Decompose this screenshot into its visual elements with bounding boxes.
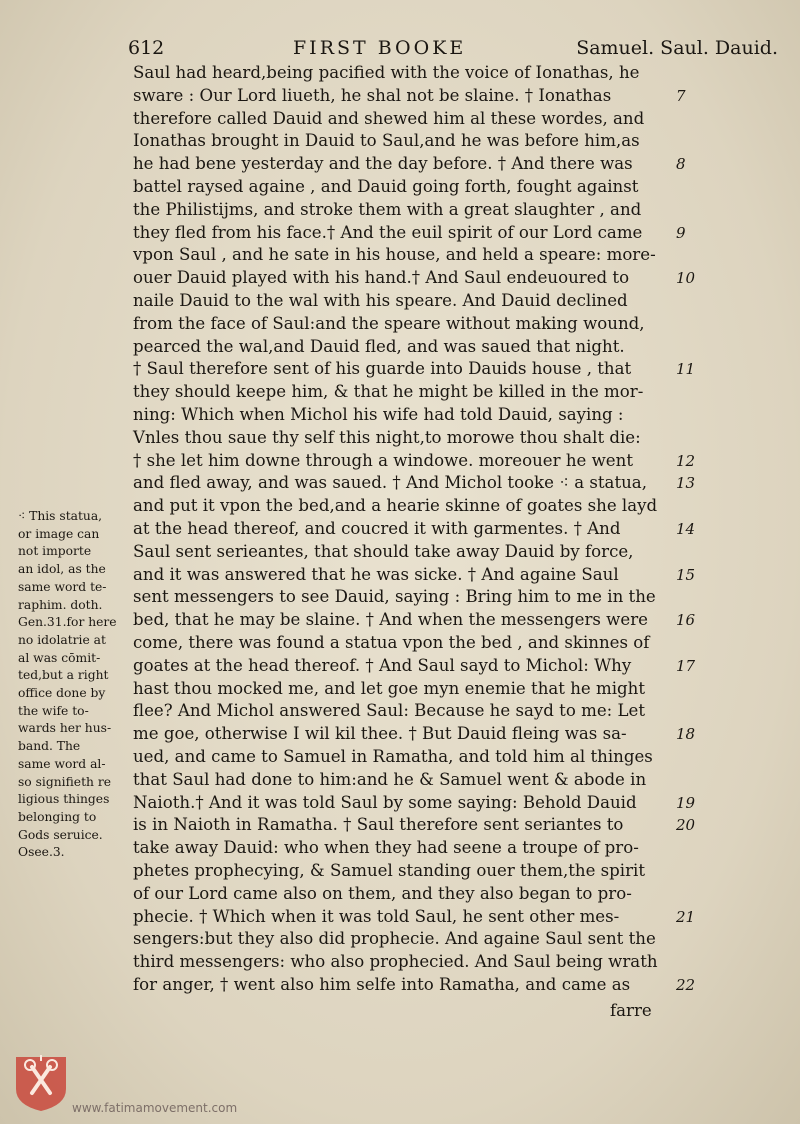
verse-number: 9 (676, 223, 686, 242)
body-line: he had bene yesterday and the day before. † And there was (133, 154, 633, 174)
margin-note-line: belonging to (18, 809, 97, 824)
verse-number: 22 (676, 976, 696, 994)
body-line: they should keepe him, & that he might be killed in the mor- (133, 382, 644, 402)
margin-note-line: office done by (18, 686, 106, 701)
margin-note-line: or image can (18, 526, 100, 541)
body-line: goates at the head thereof. † And Saul sayd to Michol: Why (133, 655, 632, 675)
body-line: vpon Saul , and he sate in his house, and held a speare: more- (133, 245, 656, 265)
body-line: the Philistijms, and stroke them with a great slaughter , and (133, 199, 642, 219)
verse-number: 18 (676, 725, 696, 744)
body-line: sware : Our Lord liueth, he shal not be slaine. † Ionathas (133, 85, 612, 105)
body-line: sengers:but they also did prophecie. And againe Saul sent the (133, 929, 656, 949)
margin-note-line: an idol, as the (18, 562, 106, 577)
verse-number: 19 (676, 793, 696, 812)
margin-note (18, 508, 130, 862)
verse-number: 17 (676, 656, 696, 675)
margin-note-line: wards her hus- (18, 721, 112, 736)
body-line: that Saul had done to him:and he & Samuel went & abode in (133, 769, 647, 789)
body-line: and fled away, and was saued. † And Michol tooke ⁖ a statua, (133, 473, 647, 493)
papal-seal-icon (12, 1053, 70, 1113)
margin-note-line: Gods seruice. (18, 827, 103, 842)
verse-number: 12 (676, 451, 696, 470)
margin-note-line: ted,but a right (18, 668, 109, 683)
body-line: hast thou mocked me, and let goe myn enemie that he might (133, 678, 646, 698)
body-line: therefore called Dauid and shewed him al these wordes, and (133, 108, 645, 128)
body-line: from the face of Saul:and the speare without making wound, (133, 313, 645, 333)
body-line: Vnles thou saue thy self this night,to morowe thou shalt die: (133, 427, 641, 447)
verse-number: 7 (676, 86, 686, 105)
margin-note-line: so signifieth re (18, 774, 111, 789)
margin-note-line: Osee.3. (18, 845, 65, 860)
body-line: naile Dauid to the wal with his speare. And Dauid declined (133, 291, 628, 310)
verse-number: 20 (676, 816, 696, 835)
catchword: farre (610, 1001, 652, 1020)
body-line: ning: Which when Michol his wife had told Dauid, saying : (133, 405, 624, 424)
body-line: take away Dauid: who when they had seene a troupe of pro- (133, 838, 639, 858)
body-line: flee? And Michol answered Saul: Because he sayd to me: Let (133, 701, 646, 721)
running-right-title: Samuel. Saul. Dauid. (576, 37, 778, 59)
verse-number: 11 (676, 360, 696, 379)
margin-note-line: not importe (18, 544, 92, 559)
verse-number: 21 (676, 907, 696, 926)
body-line: and put it vpon the bed,and a hearie skinne of goates she layd (133, 496, 658, 516)
body-line: pearced the wal,and Dauid fled, and was saued that night. (133, 336, 625, 356)
verse-number: 14 (676, 520, 696, 538)
body-line: me goe, otherwise I wil kil thee. † But Dauid fleing was sa- (133, 724, 627, 744)
margin-note-line: no idolatrie at (18, 632, 106, 647)
body-line: phetes prophecying, & Samuel standing ouer them,the spirit (133, 861, 646, 880)
body-line: bed, that he may be slaine. † And when the messengers were (133, 610, 648, 630)
body-line: † Saul therefore sent of his guarde into Dauids house , that (133, 359, 632, 379)
verse-number: 13 (676, 474, 696, 493)
margin-note-line: band. The (18, 739, 81, 754)
page-number: 612 (128, 37, 165, 59)
margin-note-line: ⁖ This statua, (18, 509, 103, 523)
body-line: Naioth.† And it was told Saul by some saying: Behold Dauid (133, 792, 637, 812)
margin-note-line: the wife to- (18, 703, 89, 718)
body-line: battel raysed againe , and Dauid going forth, fought against (133, 177, 639, 196)
margin-note-line: same word al- (18, 756, 106, 771)
margin-note-line: same word te- (18, 579, 107, 594)
body-line: for anger, † went also him selfe into Ramatha, and came as (133, 975, 631, 994)
body-line: come, there was found a statua vpon the bed , and skinnes of (133, 633, 650, 652)
body-line: ouer Dauid played with his hand.† And Saul endeuoured to (133, 268, 630, 288)
body-line: of our Lord came also on them, and they also began to pro- (133, 883, 632, 903)
body-line: at the head thereof, and coucred it with garmentes. † And (133, 519, 621, 538)
body-line: Saul sent serieantes, that should take away Dauid by force, (133, 541, 634, 561)
watermark-url: www.fatimamovement.com (72, 1101, 238, 1115)
body-line: ued, and came to Samuel in Ramatha, and told him al thinges (133, 747, 653, 766)
margin-note-line: raphim. doth. (18, 597, 103, 612)
verse-number: 10 (676, 269, 696, 288)
margin-note-line: ligious thinges (18, 792, 110, 807)
body-line: they fled from his face.† And the euil spirit of our Lord came (133, 222, 643, 242)
body-line: third messengers: who also prophecied. And Saul being wrath (133, 952, 658, 972)
body-line: Saul had heard,being pacified with the voice of Ionathas, he (133, 63, 640, 82)
body-line: sent messengers to see Dauid, saying : Bring him to me in the (133, 587, 656, 607)
page-header (128, 34, 778, 62)
running-title: FIRST BOOKE (293, 37, 467, 59)
body-line: † she let him downe through a windowe. moreouer he went (133, 450, 633, 470)
body-line: and it was answered that he was sicke. † And againe Saul (133, 564, 619, 584)
margin-note-line: Gen.31.for here (18, 615, 117, 630)
verse-number: 16 (676, 611, 696, 630)
body-line: phecie. † Which when it was told Saul, he sent other mes- (133, 906, 620, 926)
body-line: is in Naioth in Ramatha. † Saul therefore sent seriantes to (133, 815, 624, 835)
margin-note-line: al was cōmit- (18, 650, 101, 665)
verse-number: 8 (676, 155, 686, 174)
body-line: Ionathas brought in Dauid to Saul,and he was before him,as (133, 131, 640, 151)
verse-number: 15 (676, 565, 696, 584)
